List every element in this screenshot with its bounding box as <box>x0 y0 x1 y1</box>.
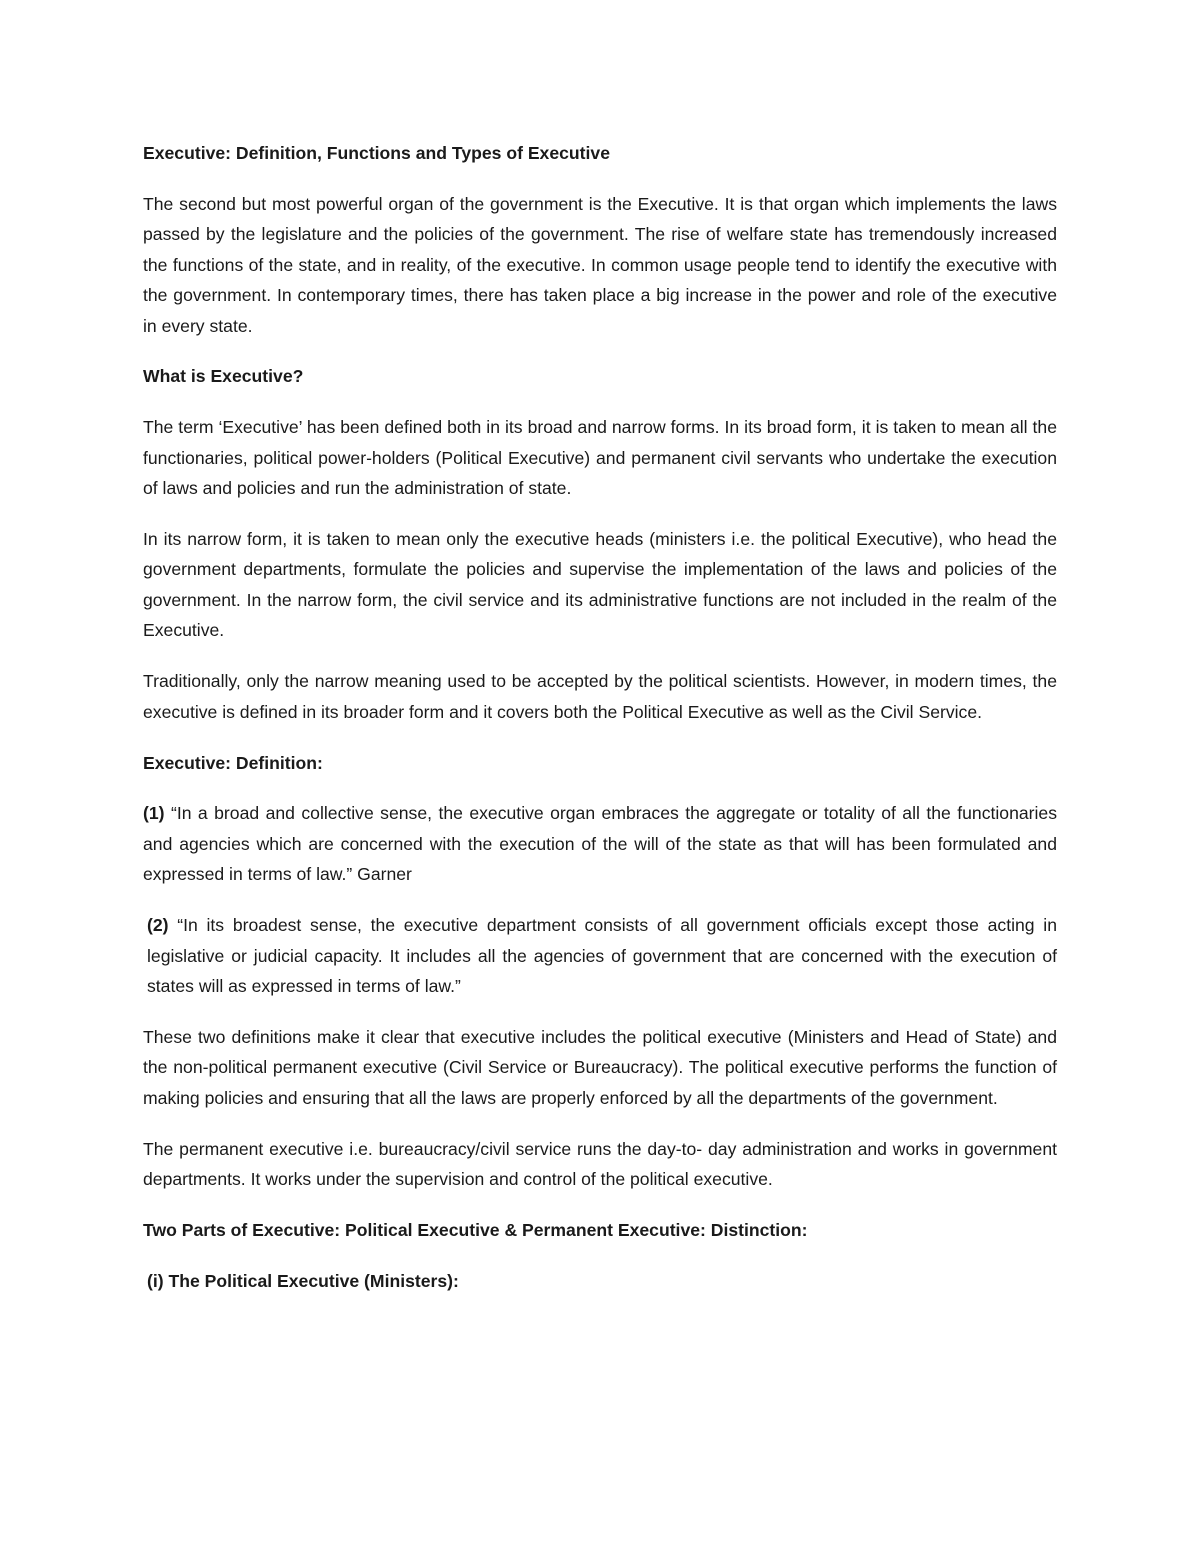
section-heading-what-is-executive: What is Executive? <box>143 366 304 387</box>
definition-2-number: (2) <box>147 915 169 936</box>
definition-1-paragraph <box>143 798 1057 889</box>
broad-form-paragraph: The term ‘Executive’ has been defined both in its broad and narrow forms. In its broad form, it is taken to mean all the functionaries, political power-holders (Political Executive) and permanent civil servants who undertake the execution of laws and policies and run the administration of state. <box>143 417 1057 499</box>
section-heading-definition: Executive: Definition: <box>143 752 323 773</box>
section-heading-two-parts: Two Parts of Executive: Political Executive & Permanent Executive: Distinction: <box>143 1219 808 1240</box>
definition-2-text: “In its broadest sense, the executive department consists of all government officials except those acting in legislative or judicial capacity. It includes all the agencies of government that are concerned with the execution of states will as expressed in terms of law.” <box>147 915 1057 996</box>
narrow-form-paragraph: In its narrow form, it is taken to mean only the executive heads (ministers i.e. the political Executive), who head the government departments, formulate the policies and supervise the implementation of the laws and policies of the government. In the narrow form, the civil service and its administrative functions are not included in the realm of the Executive. <box>143 529 1057 641</box>
two-definitions-paragraph: These two definitions make it clear that executive includes the political executive (Ministers and Head of State) and the non-political permanent executive (Civil Service or Bureaucracy). The political executive performs the function of making policies and ensuring that all the laws are properly enforced by all the departments of the government. <box>143 1026 1057 1108</box>
intro-paragraph: The second but most powerful organ of the government is the Executive. It is that organ which implements the laws passed by the legislature and the policies of the government. The rise of welfare state has tremendously increased the functions of the state, and in reality, of the executive. In common usage people tend to identify the executive with the government. In contemporary times, there has taken place a big increase in the power and role of the executive in every state. <box>143 193 1057 336</box>
definition-1-number: (1) <box>143 803 165 824</box>
subsection-heading-political-executive: (i) The Political Executive (Ministers): <box>147 1270 459 1291</box>
document-page <box>143 138 1057 1317</box>
permanent-executive-paragraph: The permanent executive i.e. bureaucracy/civil service runs the day-to- day administration and works in government departments. It works under the supervision and control of the political executive. <box>143 1138 1057 1189</box>
definition-1-text: “In a broad and collective sense, the executive organ embraces the aggregate or totality of all the functionaries and agencies which are concerned with the execution of the will of the state as that will has been formulated and expressed in terms of law.” Garner <box>143 803 1057 885</box>
traditional-meaning-paragraph: Traditionally, only the narrow meaning used to be accepted by the political scientists. However, in modern times, the executive is defined in its broader form and it covers both the Political Executive as well as the Civil Service. <box>143 671 1057 722</box>
definition-2-paragraph <box>143 910 1057 1001</box>
document-title: Executive: Definition, Functions and Types of Executive <box>143 143 610 163</box>
